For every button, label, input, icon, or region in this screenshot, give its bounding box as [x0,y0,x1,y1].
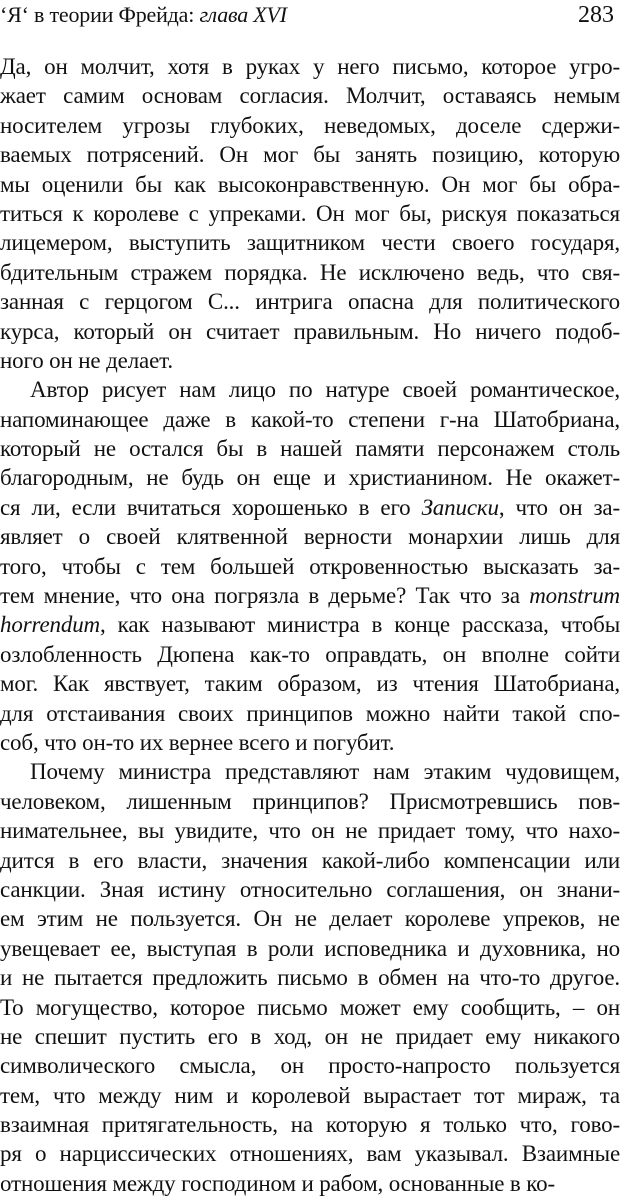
text-line: нимательнее, вы увидите, что он не придает тому, что нахо- [0,818,620,844]
text-line: соб, что он-то их вернее всего и погубит. [0,729,395,755]
text-line: носителем угрозы глубоких, неведомых, доселе сдержи- [0,112,620,138]
text-line [0,493,620,522]
text-segment: ся ли, если вчитаться хорошенько в его [0,494,422,520]
text-line: мог. Как явствует, таким образом, из чтения Шатобриана, [0,671,620,697]
text-line: тем, что между ним и королевой вырастает тот мираж, та [0,1082,620,1108]
text-line: ваемых потрясений. Он мог бы занять позицию, которую [0,142,620,168]
text-segment: , как называют министра в конце рассказа, чтобы [100,612,620,638]
text-line: благородным, не будь он еще и христианином. Не окажет- [0,465,620,491]
body-text [0,52,620,1198]
text-line: титься к королеве с упреками. Он мог бы, рискуя показаться [0,200,620,226]
text-segment: , что он за- [498,494,620,520]
text-line: для отстаивания своих принципов можно найти такой спо- [0,700,620,726]
text-line: ря о нарциссических отношениях, вам указывал. Взаимные [0,1141,620,1167]
text-line: символического смысла, он просто-напросто пользуется [0,1053,620,1079]
text-line: являет о своей клятвенной верности монархии лишь для [0,524,620,550]
text-line: того, чтобы с тем большей откровенностью высказать за- [0,553,620,579]
text-line: напоминающее даже в какой-то степени г-на Шатобриана, [0,406,620,432]
italic-term: horrendum [0,612,101,638]
text-line: занная с герцогом С... интрига опасна для политического [0,289,620,315]
text-line: озлобленность Дюпена как-то оправдать, он вполне сойти [0,641,620,667]
text-line: дится в его власти, значения какой-либо компенсации или [0,847,620,873]
text-line: Да, он молчит, хотя в руках у него письмо, которое угро- [0,54,620,79]
text-line: санкции. Зная истину относительно соглашения, он знани- [0,876,620,902]
paragraph [0,757,620,1198]
running-title-chapter: глава XVI [199,2,287,27]
italic-term: monstrum [529,583,620,609]
running-header [0,0,620,36]
text-line: бдительным стражем порядка. Не исключено ведь, что свя- [0,259,620,285]
text-line: лицемером, выступить защитником чести своего государя, [0,230,620,256]
text-line: увещевает ее, выступая в роли исповедника и духовника, но [0,935,620,961]
text-line: курса, который он считает правильным. Но ничего подоб- [0,318,620,344]
paragraph [0,375,620,757]
text-line: жает самим основам согласия. Молчит, оставаясь немым [0,83,620,109]
text-line [0,610,620,639]
text-line: мы оценили бы как высоконравственную. Он мог бы обра- [0,171,620,197]
page-number: 283 [578,2,614,28]
running-title-main: ‘Я‘ в теории Фрейда: [0,2,200,27]
text-line: отношения между господином и рабом, основанные в ко- [0,1170,555,1196]
running-title [0,0,287,30]
paragraph [0,52,620,375]
text-line: взаимная притягательность, на которую я только что, гово- [0,1112,620,1138]
text-segment: тем мнение, что она погрязла в дерьме? Так что за [0,583,530,609]
italic-term: Записки [421,494,499,520]
text-line: ем этим не пользуется. Он не делает королеве упреков, не [0,906,620,932]
text-line: Автор рисует нам лицо по натуре своей романтическое, [30,377,620,403]
text-line [0,581,620,610]
text-line: который не остался бы в нашей памяти персонажем столь [0,436,620,462]
text-line: человеком, лишенным принципов? Присмотревшись пов- [0,788,620,814]
text-line: Почему министра представляют нам этаким чудовищем, [30,759,620,785]
text-line: ного он не делает. [0,347,173,373]
text-line: То могущество, которое письмо может ему сообщить, – он [0,994,620,1020]
text-line: не спешит пустить его в ход, он не придает ему никакого [0,1023,620,1049]
text-line: и не пытается предложить письмо в обмен на что-то другое. [0,965,620,991]
